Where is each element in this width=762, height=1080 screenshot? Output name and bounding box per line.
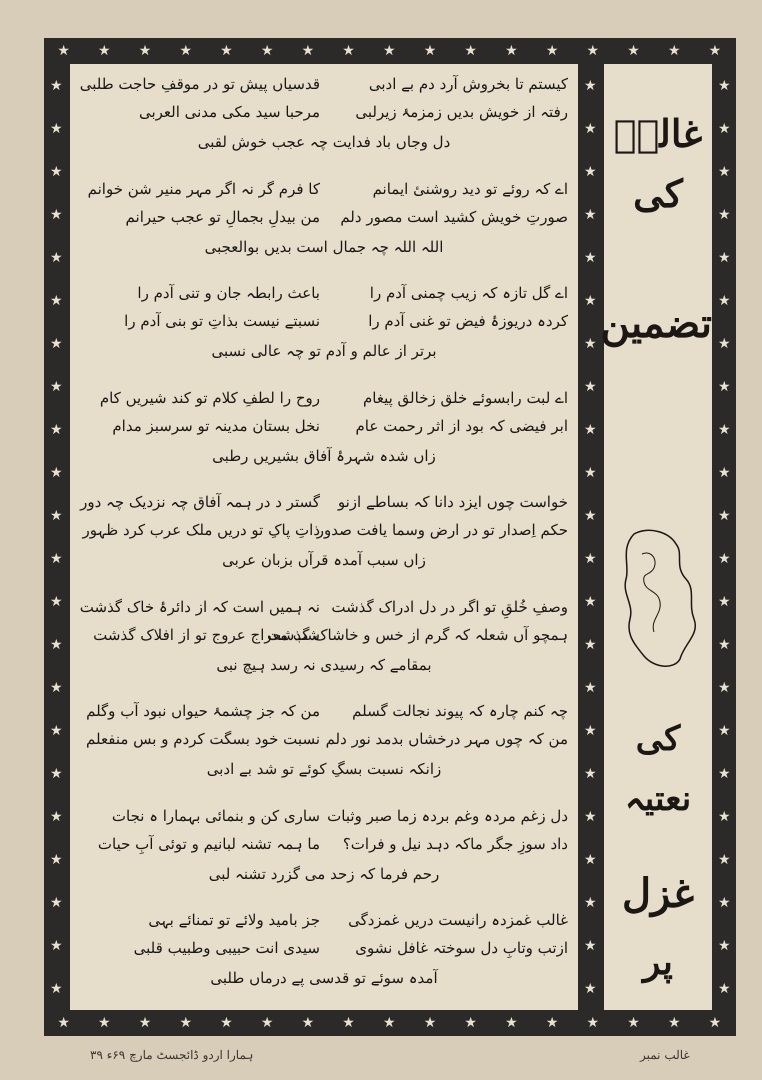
star-icon: ★ — [584, 593, 597, 610]
star-icon: ★ — [718, 937, 731, 954]
verse-line: مرحبا سید مکی مدنی العربی — [138, 103, 320, 121]
footer-page-info: ہمارا اردو ڈائجسٹ مارچ ۶۹ء ۳۹ — [90, 1048, 254, 1062]
title-ki: کی — [635, 719, 681, 759]
star-icon: ★ — [584, 851, 597, 868]
border-stars-right — [712, 64, 736, 1010]
footer-issue-title: غالب نمبر — [640, 1048, 690, 1062]
verse-line: ہمچو آں شعلہ کہ گرم از خس و خاشاک گذشت — [267, 625, 568, 644]
stanza-refrain: برتر از عالم و آدم تو چہ عالی نسبی — [211, 342, 437, 360]
star-icon: ★ — [584, 378, 597, 395]
verse-line: حکم اِصدار تو در ارض وسما یافت صدور — [316, 521, 568, 539]
stanza-refrain: رحم فرما کہ زحد می گزرد تشنہ لبی — [208, 864, 440, 883]
star-icon: ★ — [718, 980, 731, 997]
star-icon: ★ — [50, 378, 63, 395]
verse-line: روح را لطفِ کلام تو کند شیریں کام — [99, 388, 320, 407]
star-icon: ★ — [50, 335, 63, 352]
star-icon: ★ — [667, 43, 681, 59]
verse-line: گستر د در ہمہ آفاق چہ نزدیک چہ دور — [80, 493, 320, 511]
star-icon: ★ — [627, 43, 640, 59]
star-icon: ★ — [584, 679, 597, 696]
star-icon: ★ — [718, 120, 731, 137]
star-icon: ★ — [584, 249, 597, 266]
star-icon: ★ — [718, 851, 731, 868]
verse-line: چہ کنم چارہ کہ پیوند نجالت گسلم — [352, 702, 568, 720]
star-icon: ★ — [220, 43, 233, 59]
star-icon: ★ — [50, 120, 63, 137]
star-icon: ★ — [718, 808, 731, 825]
star-icon: ★ — [584, 421, 597, 438]
star-icon: ★ — [50, 292, 63, 309]
star-icon: ★ — [50, 722, 63, 739]
star-icon: ★ — [57, 43, 70, 59]
star-icon: ★ — [708, 1015, 722, 1031]
verse-line: نخل بستان مدینہ تو سرسبز مدام — [112, 416, 320, 435]
verse-line: رفتہ از خویش بدیں زمزمۂ زیرلبی — [355, 103, 568, 121]
star-icon: ★ — [584, 722, 597, 739]
verse-line: ما ہمہ تشنہ لبانیم و توئی آبِ حیات — [97, 834, 320, 853]
verse-line: نسبت خود بسگت کردم و بس منفعلم — [86, 730, 320, 748]
star-icon: ★ — [718, 421, 731, 438]
verse-line: من کہ چوں مہر درخشاں بدمد نور دلم — [325, 730, 568, 748]
star-icon: ★ — [260, 43, 274, 59]
title-tazmeen: تضمین — [600, 300, 712, 347]
star-icon: ★ — [98, 43, 111, 59]
star-icon: ★ — [667, 1015, 681, 1031]
verse-line: ساری کن و بنمائی بہمارا ہ نجات — [111, 806, 320, 825]
star-icon: ★ — [584, 980, 597, 997]
star-icon: ★ — [584, 765, 597, 782]
verse-line: داد سوزِ جگر ماکہ دہد نیل و فرات؟ — [342, 834, 568, 853]
star-icon: ★ — [584, 808, 597, 825]
star-icon: ★ — [50, 206, 63, 223]
stanza-refrain: زاں سبب آمدہ قرآں بزبان عربی — [222, 551, 426, 569]
star-icon: ★ — [50, 464, 63, 481]
star-icon: ★ — [708, 43, 722, 59]
verse-line: نہ ہمیں است کہ از دائرۂ خاک گذشت — [79, 597, 320, 616]
verse-line: ازتب وتابِ دل سوختہ غافل نشوی — [355, 939, 568, 957]
star-icon: ★ — [50, 249, 63, 266]
poem-panel — [70, 64, 578, 1010]
star-icon: ★ — [50, 765, 63, 782]
star-icon: ★ — [718, 894, 731, 911]
verse-line: شب معراج عروج تو از افلاک گذشت — [93, 625, 320, 644]
verse-line: نسبتے نیست بذاتِ تو بنی آدم را — [124, 312, 320, 330]
star-icon: ★ — [718, 722, 731, 739]
verse-line: اے کہ روئے تو دید روشنیٔ ایمانم — [372, 179, 568, 198]
star-icon: ★ — [584, 206, 597, 223]
star-icon: ★ — [627, 1015, 640, 1031]
star-icon: ★ — [179, 43, 193, 59]
star-icon: ★ — [220, 1015, 233, 1031]
star-icon: ★ — [718, 163, 731, 180]
star-icon: ★ — [718, 249, 731, 266]
star-icon: ★ — [50, 550, 63, 567]
title-ghalib: غالبؔ کی — [613, 111, 703, 216]
star-icon: ★ — [464, 43, 477, 59]
verse-line: کیستم تا بخروش آرد دم بے ادبی — [368, 75, 568, 93]
verse-line: ابر فیضی کہ بود از اثر رحمت عام — [355, 416, 568, 435]
star-icon: ★ — [584, 77, 597, 94]
star-icon: ★ — [718, 593, 731, 610]
star-icon: ★ — [584, 894, 597, 911]
star-icon: ★ — [584, 464, 597, 481]
star-icon: ★ — [464, 1015, 477, 1031]
verse-line: جز بامید ولائے تو تمنائے بہی — [148, 911, 320, 929]
stanza-refrain: اللہ اللہ چہ جمال است بدیں بوالعجبی — [204, 237, 444, 256]
star-icon: ★ — [50, 421, 63, 438]
star-icon: ★ — [718, 292, 731, 309]
verse-line: اے لبت رابسوئے خلق زخالق پیغام — [362, 388, 568, 407]
arabia-map-illustration — [614, 524, 702, 674]
border-stars-top — [44, 38, 736, 64]
star-icon: ★ — [50, 593, 63, 610]
verse-line: ذاتِ پاکِ تو دریں ملک عرب کرد ظہور — [82, 521, 320, 539]
star-icon: ★ — [584, 636, 597, 653]
star-icon: ★ — [50, 894, 63, 911]
star-icon: ★ — [342, 1015, 355, 1031]
star-icon: ★ — [98, 1015, 111, 1031]
star-icon: ★ — [718, 77, 731, 94]
verse-line: غالب غمزدہ رانیست دریں غمزدگی — [348, 911, 568, 929]
verse-line: وصفِ خُلقِ تو اگر در دل ادراک گذشت — [331, 597, 568, 616]
star-icon: ★ — [50, 507, 63, 524]
star-icon: ★ — [260, 1015, 274, 1031]
verse-line: اے گل تازہ کہ زیب چمنی آدم را — [369, 284, 568, 302]
star-icon: ★ — [584, 163, 597, 180]
verse-line: کردہ دریوزۂ فیض تو غنی آدم را — [368, 312, 568, 330]
star-icon: ★ — [342, 43, 355, 59]
star-icon: ★ — [718, 679, 731, 696]
star-icon: ★ — [423, 43, 437, 59]
star-icon: ★ — [138, 1015, 152, 1031]
star-icon: ★ — [584, 292, 597, 309]
star-icon: ★ — [718, 335, 731, 352]
star-icon: ★ — [584, 550, 597, 567]
star-icon: ★ — [179, 1015, 193, 1031]
star-icon: ★ — [138, 43, 152, 59]
star-icon: ★ — [50, 808, 63, 825]
star-icon: ★ — [505, 1015, 518, 1031]
star-icon: ★ — [718, 765, 731, 782]
star-icon: ★ — [505, 43, 518, 59]
star-icon: ★ — [50, 163, 63, 180]
stanza-refrain: زانکہ نسبت بسگِ کوئے تو شد بے ادبی — [206, 760, 442, 778]
star-icon: ★ — [423, 1015, 437, 1031]
star-icon: ★ — [545, 1015, 559, 1031]
star-icon: ★ — [50, 679, 63, 696]
star-icon: ★ — [383, 43, 396, 59]
star-icon: ★ — [718, 507, 731, 524]
star-icon: ★ — [586, 1015, 600, 1031]
verse-line: دل زغم مردہ وغم بردہ زما صبر وثبات — [327, 806, 568, 825]
stanza-refrain: زاں شدہ شہرۂ آفاق بشیریں رطبی — [212, 446, 436, 465]
title-panel — [600, 64, 712, 1010]
verse-line: قدسیاں پیش تو در موقفِ حاجت طلبی — [79, 75, 320, 93]
stanza-refrain: آمدہ سوئے تو قدسی پے درماں طلبی — [210, 969, 438, 987]
star-icon: ★ — [50, 937, 63, 954]
star-icon: ★ — [584, 335, 597, 352]
star-icon: ★ — [50, 851, 63, 868]
verse-line: کا فرم گر نہ اگر مہر منیر شن خوانم — [87, 179, 320, 198]
star-icon: ★ — [586, 43, 600, 59]
star-icon: ★ — [718, 464, 731, 481]
star-icon: ★ — [301, 43, 315, 59]
verse-line: من بیدلِ بجمالِ تو عجب حیرانم — [125, 207, 320, 226]
verse-line: سیدی انت حبیبی وطبیب قلبی — [133, 939, 320, 957]
border-stars-middle — [578, 64, 604, 1010]
star-icon: ★ — [50, 636, 63, 653]
star-icon: ★ — [718, 636, 731, 653]
star-icon: ★ — [545, 43, 559, 59]
star-icon: ★ — [301, 1015, 315, 1031]
star-icon: ★ — [584, 937, 597, 954]
star-icon: ★ — [718, 206, 731, 223]
star-icon: ★ — [50, 980, 63, 997]
border-stars-left — [44, 64, 70, 1010]
stanza-refrain: دل وجاں باد فدایت چہ عجب خوش لقبی — [197, 133, 451, 151]
title-par: پر — [643, 941, 673, 983]
verse-line: باعث رابطہ جان و تنی آدم را — [137, 284, 320, 302]
stanza-refrain: بمقامے کہ رسیدی نہ رسد ہیچ نبی — [216, 655, 432, 674]
star-icon: ★ — [718, 550, 731, 567]
title-natiya: نعتیہ — [624, 779, 692, 819]
border-stars-bottom — [44, 1010, 736, 1036]
star-icon: ★ — [718, 378, 731, 395]
star-icon: ★ — [57, 1015, 70, 1031]
verse-line: صورتِ خویش کشید است مصور دلم — [340, 207, 568, 226]
verse-line: خواست چوں ایزد دانا کہ بساطے ازنو — [337, 493, 568, 511]
star-icon: ★ — [383, 1015, 396, 1031]
verse-line: من کہ جز چشمۂ حیواں نبود آب وگلم — [86, 702, 320, 720]
title-ghazal: غزل — [621, 870, 695, 917]
star-icon: ★ — [584, 507, 597, 524]
star-icon: ★ — [584, 120, 597, 137]
star-icon: ★ — [50, 77, 63, 94]
